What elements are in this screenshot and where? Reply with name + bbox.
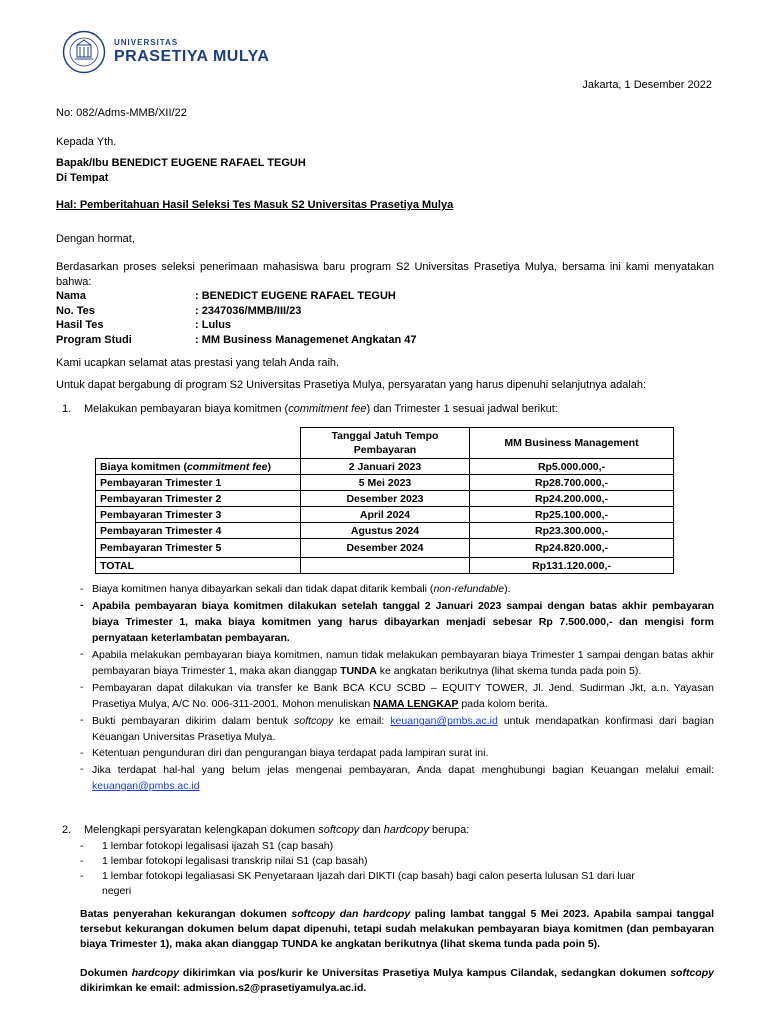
table-row: [96, 523, 674, 539]
requirements-intro: Untuk dapat bergabung di program S2 Universitas Prasetiya Mulya, persyaratan yang harus dipenuhi selanjutnya adalah:: [56, 379, 647, 391]
university-seal-icon: [62, 30, 106, 74]
table-header-program: MM Business Management: [470, 428, 674, 459]
detail-value: : Lulus: [195, 319, 232, 331]
table-cell-date: Desember 2023: [301, 491, 470, 507]
item2-number: 2.: [62, 824, 72, 836]
table-cell-amount: Rp24.200.000,-: [470, 491, 674, 507]
intro-paragraph: Berdasarkan proses seleksi penerimaan mahasiswa baru program S2 Universitas Prasetiya Mulya, bersama ini kami menyatakan bahwa:: [56, 261, 714, 288]
table-cell-date: 2 Januari 2023: [301, 459, 470, 475]
table-cell-label: TOTAL: [96, 558, 301, 574]
detail-value: : MM Business Managemenet Angkatan 47: [195, 333, 417, 346]
table-cell-label: Pembayaran Trimester 2: [96, 491, 301, 507]
detail-label: Hasil Tes: [56, 319, 104, 331]
list-item: - Pembayaran dapat dilakukan via transfer ke Bank BCA KCU SCBD – EQUITY TOWER, Jl. Jend. Sudirman Jkt, a.n. Yayasan Prasetiya Mulya, A/C No. 006-311-2001. Mohon menuliskan NAMA LENGKAP pada kolom berita.: [80, 681, 714, 710]
table-cell-label: Pembayaran Trimester 1: [96, 475, 301, 491]
details-labels: [56, 289, 132, 347]
list-item: - 1 lembar fotokopi legaliasasi SK Penyetaraan Ijazah dari DIKTI (cap basah) bagi calon peserta lulusan S1 dari luar negeri: [80, 870, 635, 897]
table-header-empty: [96, 428, 301, 459]
detail-label: No. Tes: [56, 304, 95, 317]
payment-table: [95, 427, 674, 574]
table-cell-label: Biaya komitmen (commitment fee): [96, 459, 301, 475]
list-item: - Biaya komitmen hanya dibayarkan sekali dan tidak dapat ditarik kembali (non-refundable).: [80, 583, 511, 595]
table-cell-amount: Rp131.120.000,-: [470, 558, 674, 574]
list-item: - Jika terdapat hal-hal yang belum jelas mengenai pembayaran, Anda dapat menghubungi bagian Keuangan melalui email: keuangan@pmbs.ac.id: [80, 763, 714, 792]
item1-text: Melakukan pembayaran biaya komitmen (commitment fee) dan Trimester 1 sesuai jadwal berikut:: [84, 403, 558, 415]
item2-text: Melengkapi persyaratan kelengkapan dokumen softcopy dan hardcopy berupa:: [84, 824, 470, 836]
table-cell-amount: Rp28.700.000,-: [470, 475, 674, 491]
table-cell-label: Pembayaran Trimester 5: [96, 539, 301, 558]
details-values: [195, 289, 416, 347]
table-cell-label: Pembayaran Trimester 4: [96, 523, 301, 539]
letter-number: No: 082/Adms-MMB/XII/22: [56, 107, 187, 119]
subject-line: Hal: Pemberitahuan Hasil Seleksi Tes Masuk S2 Universitas Prasetiya Mulya: [56, 199, 454, 211]
table-cell-amount: Rp5.000.000,-: [470, 459, 674, 475]
detail-value: : 2347036/MMB/III/23: [195, 304, 302, 317]
table-cell-date: [301, 558, 470, 574]
recipient-place: Di Tempat: [56, 172, 109, 184]
finance-email-link[interactable]: keuangan@pmbs.ac.id: [92, 780, 200, 792]
table-cell-amount: Rp24.820.000,-: [470, 539, 674, 558]
list-item: - Apabila melakukan pembayaran biaya komitmen, namun tidak melakukan pembayaran biaya Trimester 1 sampai dengan batas akhir pembayaran biaya Trimester 1, maka akan dianggap TUNDA ke angkatan berikutnya (lihat skema tunda pada poin 5).: [80, 648, 714, 677]
closing-paragraph-1: Batas penyerahan kekurangan dokumen softcopy dan hardcopy paling lambat tanggal 5 Mei 2023. Apabila sampai tanggal tersebut kekurangan dokumen belum dapat dipenuhi, tetapi sudah melakukan pembayaran biaya komitmen (dan pembayaran biaya Trimester 1), maka akan dianggap TUNDA ke angkatan berikutnya (lihat skema tunda pada poin 5).: [80, 908, 714, 950]
table-cell-amount: Rp23.300.000,-: [470, 523, 674, 539]
table-cell-date: April 2024: [301, 507, 470, 523]
table-cell-date: 5 Mei 2023: [301, 475, 470, 491]
document-list: [80, 839, 690, 899]
table-row: [96, 475, 674, 491]
table-row: [96, 491, 674, 507]
list-item: - 1 lembar fotokopi legalisasi transkrip nilai S1 (cap basah): [80, 855, 368, 867]
congrats-text: Kami ucapkan selamat atas prestasi yang telah Anda raih.: [56, 357, 340, 369]
table-header-date: Tanggal Jatuh Tempo Pembayaran: [301, 428, 470, 459]
table-cell-label: Pembayaran Trimester 3: [96, 507, 301, 523]
table-header-row: [96, 428, 674, 459]
university-logo: [62, 30, 269, 74]
table-row: [96, 459, 674, 475]
logo-universitas: UNIVERSITAS: [114, 38, 179, 47]
closing-paragraph-2: Dokumen hardcopy dikirimkan via pos/kurir ke Universitas Prasetiya Mulya kampus Cilandak, sedangkan dokumen softcopy dikirimkan ke email: admission.s2@prasetiyamulya.ac.id.: [80, 967, 714, 994]
list-item: - Bukti pembayaran dikirim dalam bentuk softcopy ke email: keuangan@pmbs.ac.id untuk mendapatkan konfirmasi dari bagian Keuangan Universitas Prasetiya Mulya.: [80, 714, 714, 743]
table-cell-amount: Rp25.100.000,-: [470, 507, 674, 523]
recipient-to: Kepada Yth.: [56, 136, 117, 148]
logo-name: PRASETIYA MULYA: [114, 48, 270, 65]
payment-notes: [80, 582, 714, 794]
table-total-row: [96, 558, 674, 574]
table-cell-date: Desember 2024: [301, 539, 470, 558]
item1-number: 1.: [62, 403, 72, 415]
finance-email-link[interactable]: keuangan@pmbs.ac.id: [390, 715, 498, 727]
table-row: [96, 507, 674, 523]
list-item: - 1 lembar fotokopi legalisasi ijazah S1 (cap basah): [80, 840, 334, 852]
detail-value: : BENEDICT EUGENE RAFAEL TEGUH: [195, 290, 396, 302]
detail-label: Nama: [56, 290, 86, 302]
table-row: [96, 539, 674, 558]
place-date: Jakarta, 1 Desember 2022: [582, 79, 712, 91]
detail-label: Program Studi: [56, 333, 132, 346]
recipient-name: Bapak/Ibu BENEDICT EUGENE RAFAEL TEGUH: [56, 157, 306, 169]
greeting: Dengan hormat,: [56, 233, 135, 245]
list-item: - Apabila pembayaran biaya komitmen dilakukan setelah tanggal 2 Januari 2023 sampai dengan batas akhir pembayaran biaya Trimester 1, maka biaya komitmen yang harus dibayarkan menjadi sebesar Rp 7.500.000,- dan mengisi form pernyataan keterlambatan pembayaran.: [80, 599, 714, 644]
list-item: - Ketentuan pengunduran diri dan pengurangan biaya terdapat pada lampiran surat ini.: [80, 747, 489, 759]
table-cell-date: Agustus 2024: [301, 523, 470, 539]
